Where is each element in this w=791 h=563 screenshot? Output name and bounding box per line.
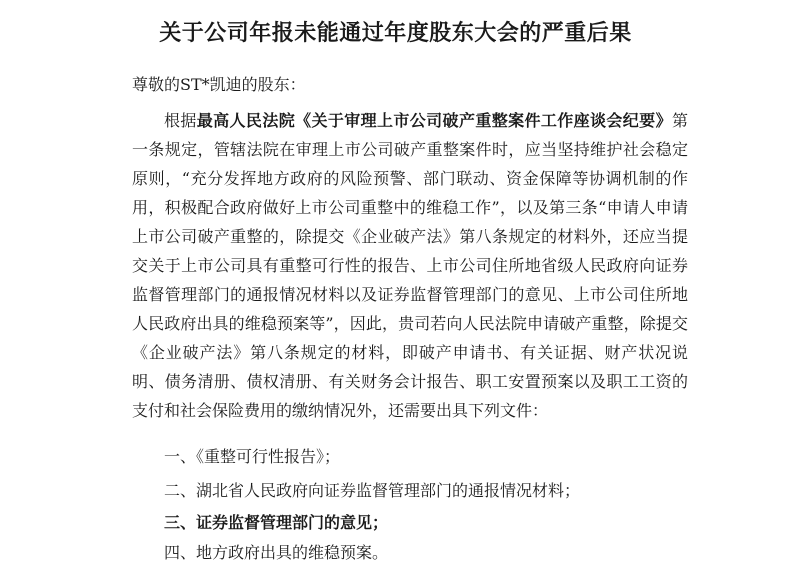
court-name: 最高人民法院 xyxy=(196,111,296,130)
body-paragraph xyxy=(132,106,688,425)
cited-document-name: 《关于审理上市公司破产重整案件工作座谈会纪要》 xyxy=(295,111,672,130)
list-item-3: 三、证券监督管理部门的意见； xyxy=(164,513,389,532)
list-item-2: 二、湖北省人民政府向证券监督管理部门的通报情况材料； xyxy=(164,481,581,500)
list-item-4: 四、地方政府出具的维稳预案。 xyxy=(164,543,389,562)
paragraph-lead: 根据 xyxy=(164,111,197,130)
salutation: 尊敬的ST*凯迪的股东： xyxy=(132,75,306,94)
list-item-1: 一、《重整可行性报告》； xyxy=(164,447,341,466)
paragraph-rest: 第一条规定，管辖法院在审理上市公司破产重整案件时，应当坚持维护社会稳定原则，“充分发挥地方政府的风险预警、部门联动、资金保障等协调机制的作用，积极配合政府做好上市公司重整中的维稳工作”，以及第三条“申请人申请上市公司破产重整的，除提交《企业破产法》第八条规定的材料外，还应当提交关于上市公司具有重整可行性的报告、上市公司住所地省级人民政府向证券监督管理部门的通报情况材料以及证券监督管理部门的意见、上市公司住所地人民政府出具的维稳预案等”，因此，贵司若向人民法院申请破产重整，除提交《企业破产法》第八条规定的材料，即破产申请书、有关证据、财产状况说明、债务清册、债权清册、有关财务会计报告、职工安置预案以及职工工资的支付和社会保险费用的缴纳情况外，还需要出具下列文件： xyxy=(132,111,688,420)
document-title: 关于公司年报未能通过年度股东大会的严重后果 xyxy=(159,21,632,46)
